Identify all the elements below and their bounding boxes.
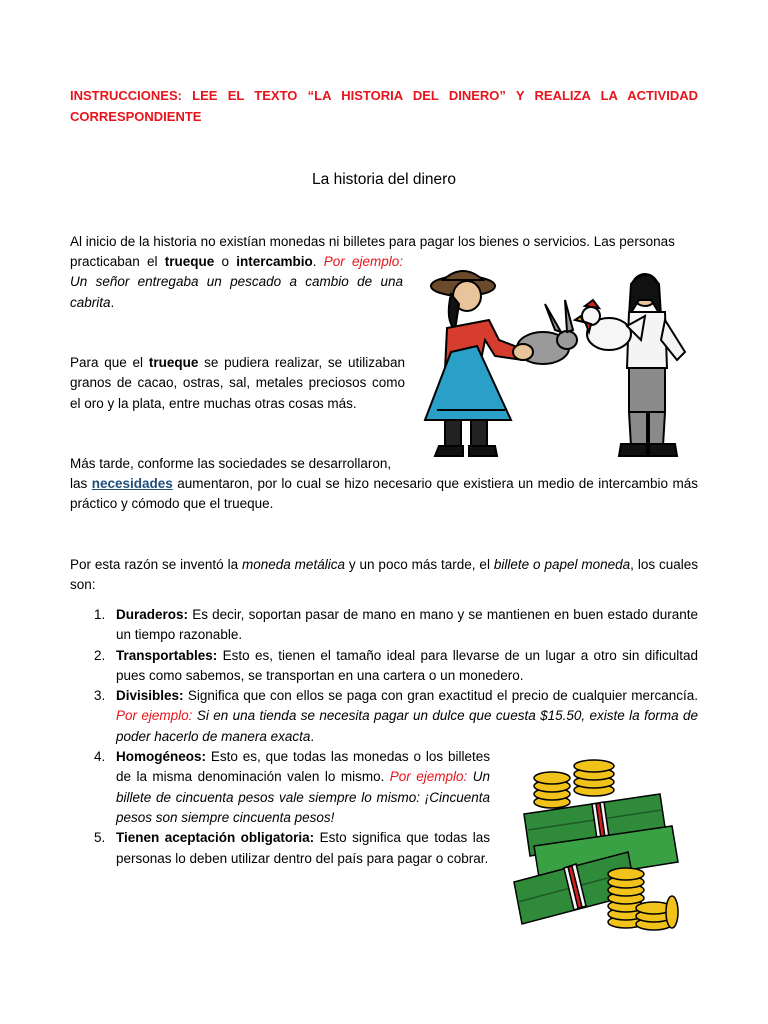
list-item-term: Transportables:	[116, 647, 218, 663]
money-illustration	[510, 752, 690, 942]
list-item-term: Divisibles:	[116, 688, 184, 704]
list-item	[70, 686, 698, 747]
trueque-term: trueque	[164, 254, 215, 269]
list-number: 2.	[94, 647, 106, 663]
list-item-text: Es decir, soportan pasar de mano en mano y se mantienen en buen estado durante un tiempo razonable.	[116, 607, 698, 643]
list-number: 4.	[94, 749, 106, 765]
paragraph-money-intro	[70, 555, 698, 596]
woman-figure	[425, 271, 525, 456]
intro-text-3: .	[312, 254, 324, 269]
para3-text-2: aumentaron, por lo cual se hizo necesario que existiera un medio de intercambio más práctico y cómodo que el trueque.	[70, 476, 698, 512]
para2-text-2: se pudiera realizar, se utilizaban granos de cacao, ostras, sal, metales preciosos como el oro y la plata, entre muchas otras cosas más.	[70, 355, 405, 411]
list-item	[70, 605, 698, 646]
list-item-example: Por ejemplo: Si en una tienda se necesita pagar un dulce que cuesta $15.50, existe la forma de poder hacerlo de manera exacta	[116, 708, 698, 744]
para4-text-2: y un poco más tarde, el	[344, 557, 494, 572]
example-label: Por ejemplo:	[323, 254, 403, 269]
list-item	[70, 646, 698, 687]
necesidades-link[interactable]: necesidades	[91, 476, 173, 491]
example-label: Por ejemplo:	[389, 769, 468, 785]
intro-line-1: Al inicio de la historia no existían monedas ni billetes para pagar los bienes o servicios. Las personas	[70, 234, 675, 249]
intro-text-1: practicaban el	[70, 254, 165, 269]
rabbit-figure	[513, 300, 577, 364]
list-item	[70, 747, 490, 828]
para3-line-1: Más tarde, conforme las sociedades se desarrollaron,	[70, 456, 392, 471]
para4-text-3: , los cuales son:	[70, 557, 699, 593]
moneda-metalica-term: moneda metálica	[242, 557, 345, 572]
intro-text-4: .	[110, 294, 115, 310]
para4-text-1: Por esta razón se inventó la	[70, 557, 242, 572]
list-item	[70, 828, 490, 869]
list-item-text: Esto significa que todas las personas lo deben utilizar dentro del país para pagar o cobrar.	[116, 830, 490, 866]
intro-example: Por ejemplo: Un señor entregaba un pescado a cambio de una cabrita	[70, 254, 403, 310]
trueque-term: trueque	[148, 355, 199, 370]
para2-text-1: Para que el	[70, 355, 149, 370]
coin-stack-front	[608, 868, 678, 930]
list-number: 5.	[94, 830, 106, 846]
list-item-term: Tienen aceptación obligatoria:	[116, 830, 315, 846]
list-item-example: Por ejemplo: Un billete de cincuenta pesos vale siempre lo mismo: ¡Cincuenta pesos son siempre cincuenta pesos!	[116, 769, 490, 825]
intro-paragraph	[70, 252, 403, 313]
list-item-text: Significa que con ellos se paga con gran exactitud el precio de cualquier mercancía.	[183, 688, 698, 704]
man-figure	[619, 274, 685, 456]
instructions: INSTRUCCIONES: LEE EL TEXTO “LA HISTORIA DEL DINERO” Y REALIZA LA ACTIVIDAD CORRESPONDIENTE	[70, 88, 698, 124]
billete-term: billete o papel moneda	[493, 557, 631, 572]
list-item-term: Duraderos:	[116, 607, 189, 622]
para3-text-1: las	[70, 476, 92, 491]
list-item-text: Esto es, tienen el tamaño ideal para llevarse de un lugar a otro sin dificultad pues como sabemos, se transportan en una cartera o un monedero.	[116, 647, 698, 683]
list-item-term: Homogéneos:	[116, 749, 207, 765]
list-number: 1.	[94, 607, 106, 622]
paragraph-necesidades	[70, 474, 698, 515]
page-title: La historia del dinero	[312, 171, 456, 188]
coin-stack	[534, 760, 614, 808]
intro-text-2: o	[214, 254, 237, 269]
barter-illustration	[415, 260, 700, 460]
list-item-text: Esto es, que todas las monedas o los billetes de la misma denominación valen lo mismo.	[116, 749, 490, 785]
list-number: 3.	[94, 688, 106, 704]
paragraph-trueque-items	[70, 353, 405, 414]
list-item-end: .	[310, 728, 315, 744]
example-label: Por ejemplo:	[116, 708, 193, 724]
intercambio-term: intercambio	[236, 254, 313, 269]
